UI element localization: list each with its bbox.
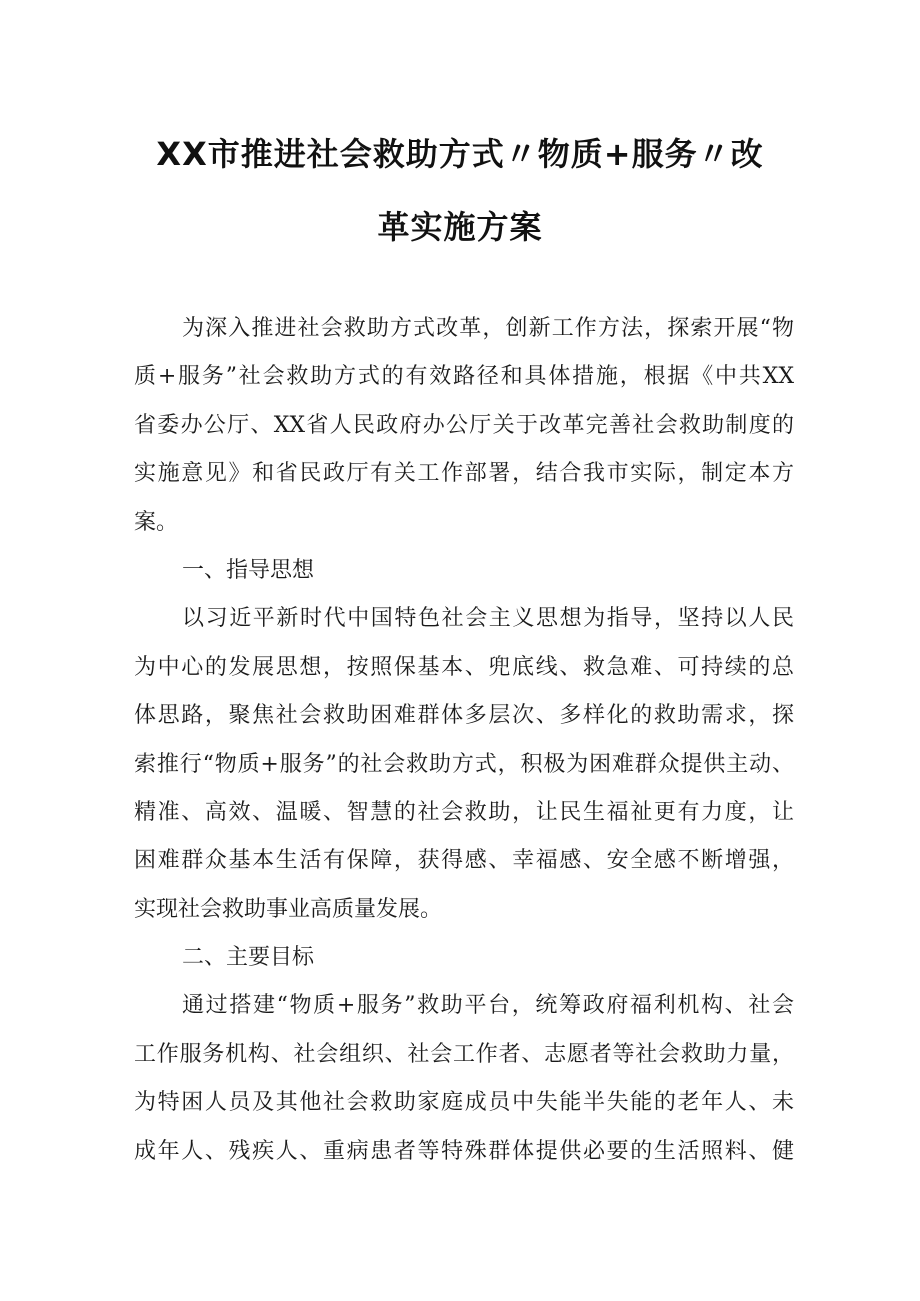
body-line: 为深入推进社会救助方式改革，创新工作方法，探索开展“物 [182,316,794,341]
body-line: 案。 [134,509,179,535]
body-line: 省委办公厅、XX省人民政府办公厅关于改革完善社会救助制度的 [134,412,794,438]
body-line: 工作服务机构、社会组织、社会工作者、志愿者等社会救助力量， [134,1041,794,1067]
body-line: 索推行“物质+服务”的社会救助方式，积极为困难群众提供主动、 [134,751,794,777]
body-line: 为中心的发展思想，按照保基本、兜底线、救急难、可持续的总 [134,654,794,680]
body-line: 实施意见》和省民政厅有关工作部署，结合我市实际，制定本方 [134,461,794,487]
body-line: 以习近平新时代中国特色社会主义思想为指导，坚持以人民 [182,606,794,632]
body-line: 精准、高效、温暖、智慧的社会救助，让民生福祉更有力度，让 [134,799,794,825]
body-line: 为特困人员及其他社会救助家庭成员中失能半失能的老年人、未 [134,1090,794,1116]
document-body [134,305,794,1176]
body-line: 质+服务”社会救助方式的有效路径和具体措施，根据《中共XX [134,364,794,390]
body-line: 成年人、残疾人、重病患者等特殊群体提供必要的生活照料、健 [134,1138,794,1164]
document-title-line-2: 革实施方案 [377,208,543,246]
document-title-line-1: XX市推进社会救助方式〃物质+服务〃改 [156,135,764,173]
body-line: 困难群众基本生活有保障，获得感、幸福感、安全感不断增强， [134,848,794,874]
body-line: 一、指导思想 [182,557,315,583]
body-line: 体思路，聚焦社会救助困难群体多层次、多样化的救助需求，探 [134,703,794,729]
body-line: 实现社会救助事业高质量发展。 [134,896,443,922]
body-line: 通过搭建“物质+服务”救助平台，统筹政府福利机构、社会 [182,993,794,1019]
body-line: 二、主要目标 [182,945,315,971]
